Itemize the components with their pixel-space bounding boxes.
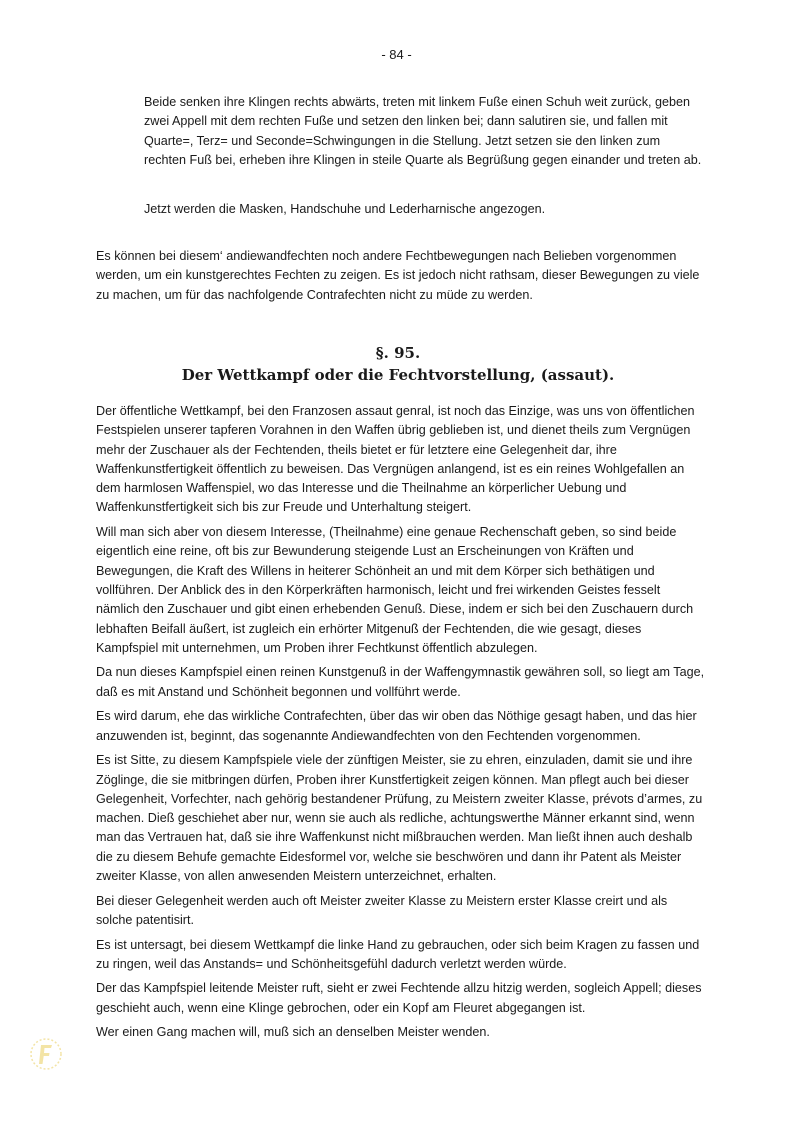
section-paragraph-5: Es ist Sitte, zu diesem Kampfspiele viele der zünftigen Meister, sie zu ehren, einzuladen, damit sie und ihre Zöglinge, die sie mitbringen dürfen, Proben ihrer Kunstfertigkeit zeigen können. Man pflegt auch bei dieser Gelegenheit, Vorfechter, nach gehörig bestandener Prüfung, zu Meistern zweiter Klasse, prévots d’armes, zu machen. Dieß geschiehet aber nur, wenn sie auch als redliche, achtungswerthe Männer erkannt sind, wenn man das Vertrauen hat, daß sie ihre Waffenkunst nicht mißbrauchen werden. Man ließt ihnen auch deshalb die zu diesem Behufe gemachte Eidesformel vor, welche sie beschwören und dann ihr Patent als Meister zweiter Klasse, von allen anwesenden Meistern unterzeichnet, erhalten. <box>96 753 703 884</box>
section-paragraph-1: Der öffentliche Wettkampf, bei den Franzosen assaut genral, ist noch das Einzige, was uns von öffentlichen Festspielen unserer tapferen Vorahnen in den Waffen übrig geblieben ist, und dienet theils zum Vergnügen mehr der Zuschauer als der Fechtenden, theils bietet er für letztere eine Gelegenheit dar, ihre Waffenkunstfertigkeit öffentlich zu beweisen. Das Vergnügen anlangend, ist es ein reines Wohlgefallen an dem harmlosen Waffenspiel, wo das Interesse und die Theilnahme an körperlicher Uebung und Waffenkunstfertigkeit sich bis zur Freude und Unterhaltung steigert. <box>96 404 695 515</box>
section-paragraph-2: Will man sich aber von diesem Interesse, (Theilnahme) eine genaue Rechenschaft geben, so sind beide eigentlich eine reine, oft bis zur Bewunderung steigende Lust an Erscheinungen von Kräften und Bewegungen, die Kraft des Willens in heiterer Schönheit an und mit dem Körper sich bethätigen und vollführen. Der Anblick des in den Körperkräften harmonisch, leicht und frei wirkenden Geistes fesselt nämlich den Zuschauer und gibt einen erhebenden Genuß. Diese, indem er sich bei den Zuschauern durch lebhaften Beifall äußert, ist zugleich ein erhörter Mitgenuß der Fechtenden, die wie gesagt, dieses Kampfspiel mit unternehmen, um Proben ihrer Fechtkunst öffentlich abzulegen. <box>96 525 694 655</box>
section-paragraph-4: Es wird darum, ehe das wirkliche Contrafechten, über das wir oben das Nöthige gesagt haben, und das hier anzuwenden ist, beginnt, das sogenannte Andiewandfechten von den Fechtenden vorgenommen. <box>96 709 697 743</box>
intro-paragraph-1: Beide senken ihre Klingen rechts abwärts, treten mit linkem Fuße einen Schuh weit zurück, geben zwei Appell mit dem rechten Fuße und setzen den linken bei; dann salutiren sie, und fallen mit Quarte=, Terz= und Seconde=Schwingungen in die Stellung. Jetzt setzen sie den linken zum rechten Fuß bei, erheben ihre Klingen in steile Quarte als Begrüßung gegen einander und treten ab. <box>144 95 702 167</box>
intro-paragraph-2: Jetzt werden die Masken, Handschuhe und Lederharnische angezogen. <box>144 202 546 216</box>
page-number: - 84 - <box>381 47 412 62</box>
section-paragraph-7: Es ist untersagt, bei diesem Wettkampf die linke Hand zu gebrauchen, oder sich beim Kragen zu fassen und zu ringen, weil das Anstands= und Schönheitsgefühl dadurch verletzt werden würde. <box>96 937 700 971</box>
section-paragraph-3: Da nun dieses Kampfspiel einen reinen Kunstgenuß in der Waffengymnastik gewähren soll, so liegt am Tage, daß es mit Anstand und Schönheit begonnen und vollführt werde. <box>96 665 705 699</box>
section-paragraph-6: Bei dieser Gelegenheit werden auch oft Meister zweiter Klasse zu Meistern erster Klasse creirt und als solche patentisirt. <box>96 893 668 927</box>
intro-paragraph-3: Es können bei diesem‘ andiewandfechten noch andere Fechtbewegungen nach Belieben vorgenommen werden, um ein kunstgerechtes Fechten zu zeigen. Es ist jedoch nicht rathsam, dieser Bewegungen zu viele zu machen, um für das nachfolgende Contrafechten nicht zu müde zu werden. <box>96 249 700 302</box>
section-number: §. 95. <box>375 344 421 362</box>
section-paragraph-8: Der das Kampfspiel leitende Meister ruft, sieht er zwei Fechtende allzu hitzig werden, sogleich Appell; dieses geschieht auch, wenn eine Klinge gebrochen, oder ein Kopf am Fleuret abgegangen ist. <box>96 981 702 1015</box>
section-body <box>96 402 706 1048</box>
section-title: Der Wettkampf oder die Fechtvorstellung, (assaut). <box>181 366 615 384</box>
logo-f-icon <box>28 1036 64 1072</box>
section-paragraph-9: Wer einen Gang machen will, muß sich an denselben Meister wenden. <box>96 1025 490 1040</box>
